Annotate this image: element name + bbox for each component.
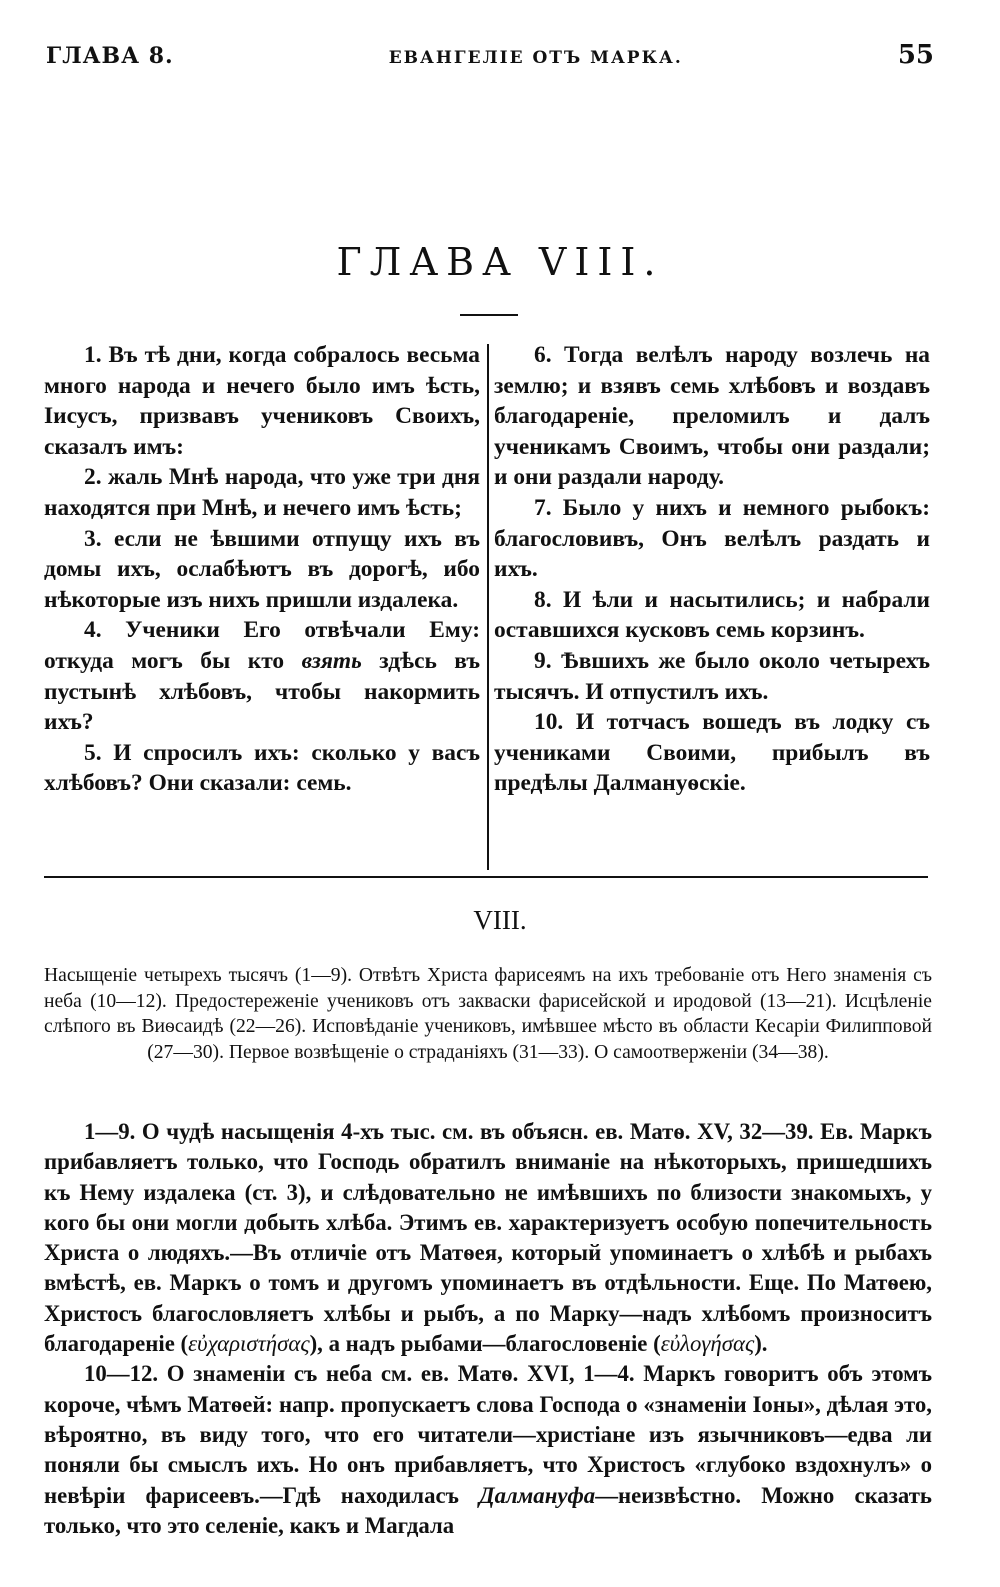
running-header — [46, 40, 934, 76]
verse: 1. Въ тѣ дни, когда собралось весьма много народа и нечего было имъ ѣсть, Іисусъ, призвавъ учениковъ Своихъ, сказалъ имъ: — [44, 342, 480, 460]
place-name-italic: Далмануфа — [479, 1482, 596, 1508]
verse — [44, 615, 480, 737]
verse-text: здѣсь въ пустынѣ хлѣбовъ, чтобы накормить ихъ? — [44, 647, 480, 736]
commentary-text: ). — [754, 1331, 768, 1357]
commentary-body — [44, 1117, 932, 1541]
commentary-text: 10—12. О знаменіи съ неба см. ев. Матѳ. XVI, 1—4. Маркъ говоритъ объ этомъ короче, чѣмъ Матѳей: напр. пропускаетъ слова Господа о «знаменіи Іоны», дѣлая это, вѣроятно, въ виду того, что его читатели—христіане изъ язычниковъ—едва ли поняли бы смыслъ ихъ. Но онъ прибавляетъ, что Христосъ «глубоко вздохнулъ» о невѣріи фарисеевъ.—Гдѣ находиласъ — [44, 1361, 932, 1508]
verse-text: 4. Ученики Его отвѣчали Ему: откуда могъ бы кто — [44, 617, 480, 674]
chapter-summary: Насыщеніе четырехъ тысячъ (1—9). Отвѣтъ Христа фарисеямъ на ихъ требованіе отъ Него знаменія съ неба (10—12). Предостереженіе учениковъ отъ закваски фарисейской и иродовой (13—21). Исцѣленіе слѣпого въ Виѳсаидѣ (22—26). Исповѣданіе учениковъ, имѣвшее мѣсто въ области Кесаріи Филипповой (27—30). Первое возвѣщеніе о страданіяхъ (31—33). О самоотверженіи (34—38). — [44, 965, 932, 1063]
greek-word: εὐχαριστήσας — [188, 1331, 310, 1357]
commentary-text: —неизвѣстно. Можно сказать только, что это селеніе, какъ и Магдала — [44, 1482, 932, 1538]
scripture-bottom-rule — [44, 876, 928, 878]
header-book-title: ЕВАНГЕЛІЕ ОТЪ МАРКА. — [388, 48, 683, 68]
verse: 7. Было у нихъ и немного рыбокъ: благословивъ, Онъ велѣлъ раздать и ихъ. — [494, 494, 930, 583]
chapter-title: ГЛАВА VIII. — [336, 240, 664, 284]
column-divider — [487, 344, 489, 870]
scripture-columns — [44, 340, 932, 870]
verse: 3. если не ѣвшими отпущу ихъ въ домы ихъ, ослабѣютъ въ дорогѣ, ибо нѣкоторые изъ нихъ пришли издалека. — [44, 525, 480, 613]
verse: 10. И тотчасъ вошедъ въ лодку съ учениками Своими, прибылъ въ предѣлы Далмануѳскіе. — [494, 709, 930, 797]
greek-word: εὐλογήσας — [660, 1331, 755, 1357]
verse: 5. И спросилъ ихъ: сколько у васъ хлѣбовъ? Они сказали: семь. — [44, 739, 480, 797]
commentary-paragraph — [44, 1359, 932, 1541]
page-number: 55 — [897, 40, 934, 70]
header-chapter: ГЛАВА 8. — [46, 43, 174, 69]
verse-italic-word: взять — [301, 647, 362, 674]
commentary-text: 1—9. О чудѣ насыщенія 4-хъ тыс. см. въ объясн. ев. Матѳ. XV, 32—39. Ев. Маркъ прибавляетъ только, что Господь обратилъ вниманіе на нѣкоторыхъ, пришедшихъ къ Нему издалека (ст. 3), и слѣдовательно не имѣвшихъ по близости знакомыхъ, у кого бы они могли добыть хлѣба. Этимъ ев. характеризуетъ особую попечительность Христа о людяхъ.—Въ отличіе отъ Матѳея, который упоминаетъ о хлѣбѣ и рыбахъ вмѣстѣ, ев. Маркъ о томъ и другомъ упоминаетъ въ отдѣльности. Еще. По Матѳею, Христосъ благословляетъ хлѣбы и рыбъ, а по Марку—надъ хлѣбомъ произноситъ благодареніе ( — [44, 1119, 932, 1357]
verse: 8. И ѣли и насытились; и набрали оставшихся кусковъ семь корзинъ. — [494, 586, 930, 644]
commentary-text: ), а надъ рыбами—благословеніе ( — [309, 1331, 661, 1357]
commentary-paragraph — [44, 1117, 932, 1359]
commentary-heading: VIII. — [473, 905, 527, 935]
verse: 2. жаль Мнѣ народа, что уже три дня находятся при Мнѣ, и нечего имъ ѣсть; — [44, 464, 480, 521]
verse: 6. Тогда велѣлъ народу возлечь на землю; и взявъ семь хлѣбовъ и воздавъ благодареніе, преломилъ и далъ ученикамъ Своимъ, чтобы они раздали; и они раздали народу. — [494, 342, 930, 491]
scripture-column-right — [494, 340, 930, 799]
verse: 9. Ѣвшихъ же было около четырехъ тысячъ. И отпустилъ ихъ. — [494, 647, 930, 705]
title-rule — [460, 314, 518, 316]
scripture-column-left — [44, 340, 480, 799]
